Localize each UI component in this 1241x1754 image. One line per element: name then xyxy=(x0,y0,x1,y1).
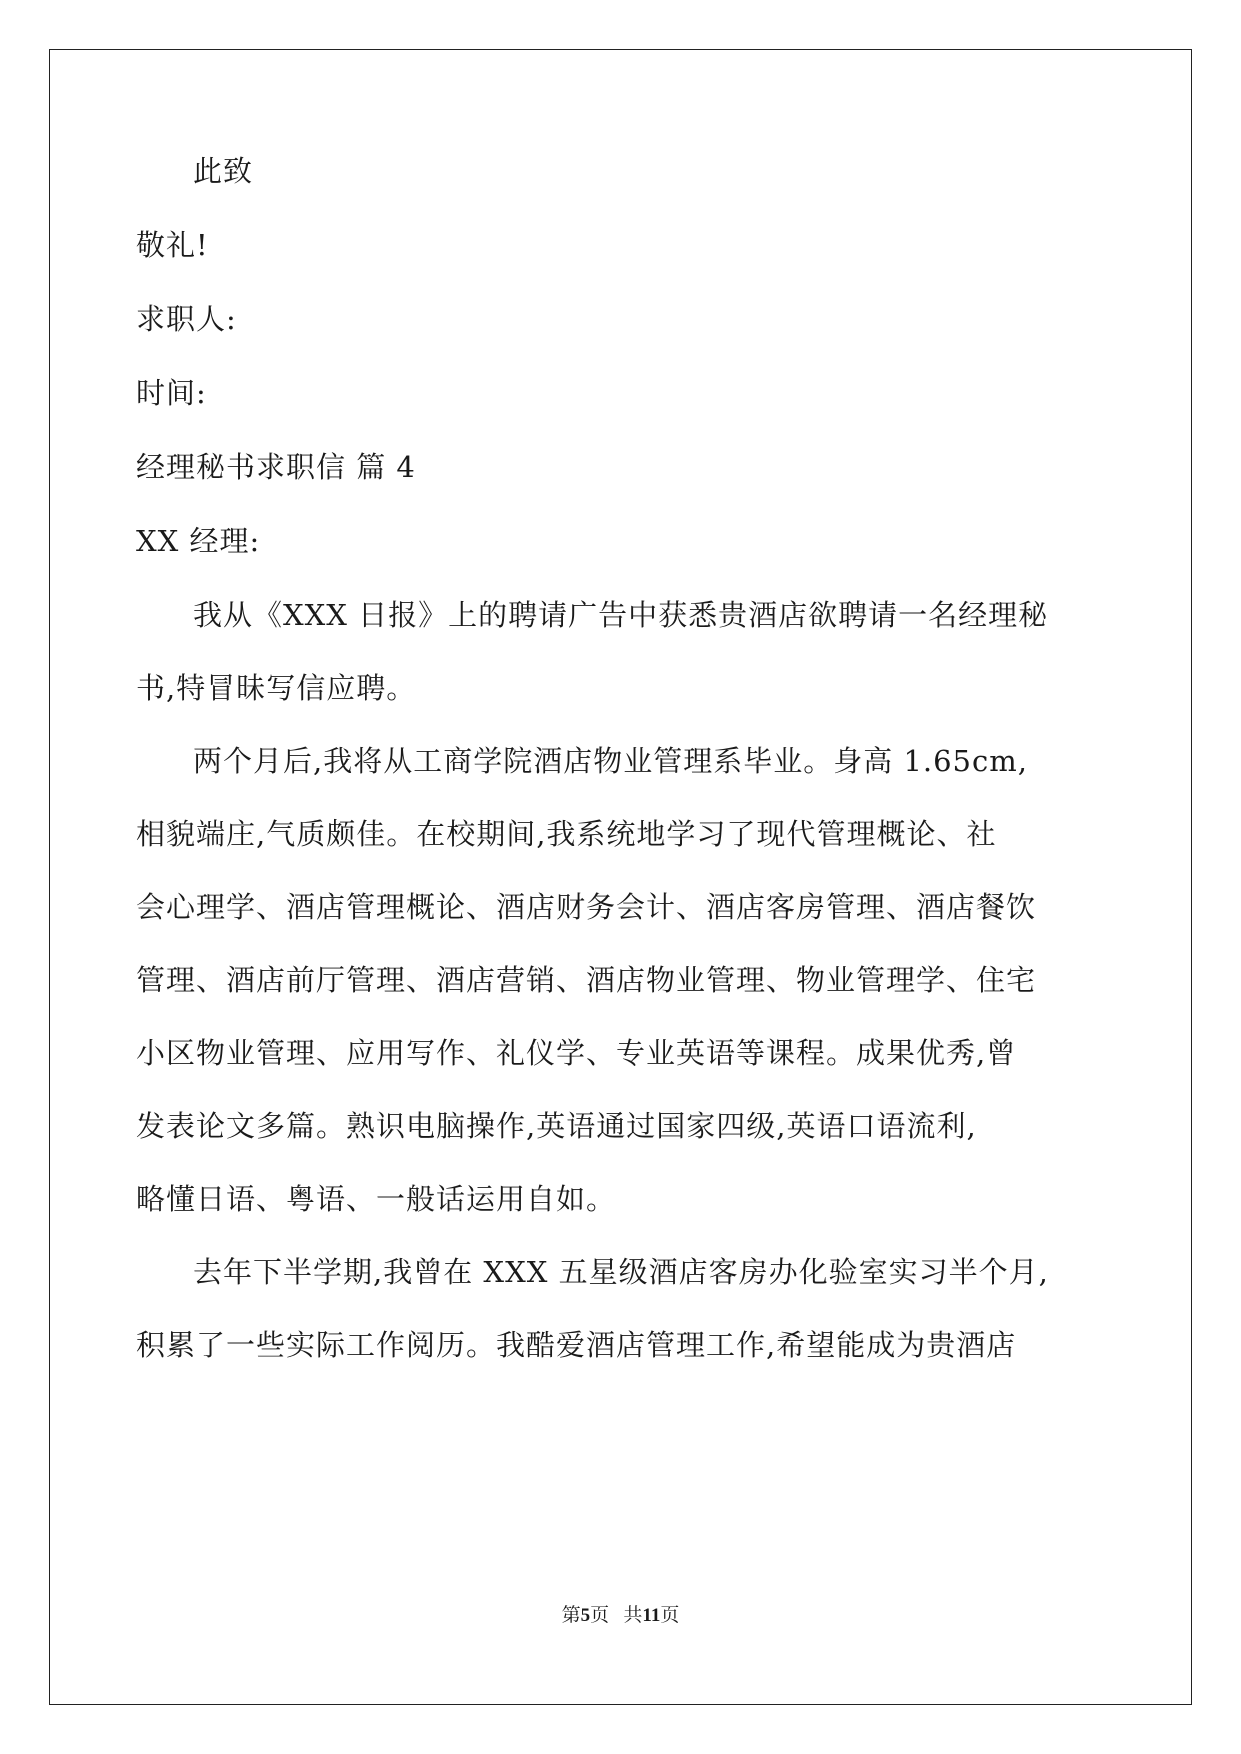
paragraph-2-line-2: 相貌端庄,气质颇佳。在校期间,我系统地学习了现代管理概论、社 xyxy=(136,817,997,851)
paragraph-2-line-5: 小区物业管理、应用写作、礼仪学、专业英语等课程。成果优秀,曾 xyxy=(136,1036,1017,1070)
section-title: 经理秘书求职信 篇 4 xyxy=(136,450,416,484)
paragraph-2-line-7: 略懂日语、粤语、一般话运用自如。 xyxy=(136,1182,617,1216)
time-line: 时间: xyxy=(136,376,207,410)
footer-prefix: 第 xyxy=(561,1605,581,1626)
footer-mid: 页 xyxy=(590,1605,610,1626)
paragraph-2-line-6: 发表论文多篇。熟识电脑操作,英语通过国家四级,英语口语流利, xyxy=(136,1109,977,1143)
footer-total-pages: 11 xyxy=(642,1605,661,1626)
page-border xyxy=(49,49,1192,1705)
salutation: XX 经理: xyxy=(136,524,261,558)
paragraph-3-line-1: 去年下半学期,我曾在 XXX 五星级酒店客房办化验室实习半个月, xyxy=(193,1255,1049,1289)
paragraph-2-line-4: 管理、酒店前厅管理、酒店营销、酒店物业管理、物业管理学、住宅 xyxy=(136,963,1037,997)
page-footer xyxy=(0,1604,1241,1628)
paragraph-3-line-2: 积累了一些实际工作阅历。我酷爱酒店管理工作,希望能成为贵酒店 xyxy=(136,1328,1017,1362)
applicant-line: 求职人: xyxy=(136,302,237,336)
paragraph-1-line-2: 书,特冒昧写信应聘。 xyxy=(136,671,417,705)
paragraph-2-line-1: 两个月后,我将从工商学院酒店物业管理系毕业。身高 1.65cm, xyxy=(193,744,1028,778)
footer-total-prefix: 共 xyxy=(623,1605,643,1626)
footer-page-number: 5 xyxy=(580,1605,591,1626)
paragraph-2-line-3: 会心理学、酒店管理概论、酒店财务会计、酒店客房管理、酒店餐饮 xyxy=(136,890,1037,924)
paragraph-1-line-1: 我从《XXX 日报》上的聘请广告中获悉贵酒店欲聘请一名经理秘 xyxy=(193,598,1049,632)
closing-line-2: 敬礼! xyxy=(136,228,209,262)
closing-line-1: 此致 xyxy=(193,154,254,188)
footer-suffix: 页 xyxy=(660,1605,680,1626)
